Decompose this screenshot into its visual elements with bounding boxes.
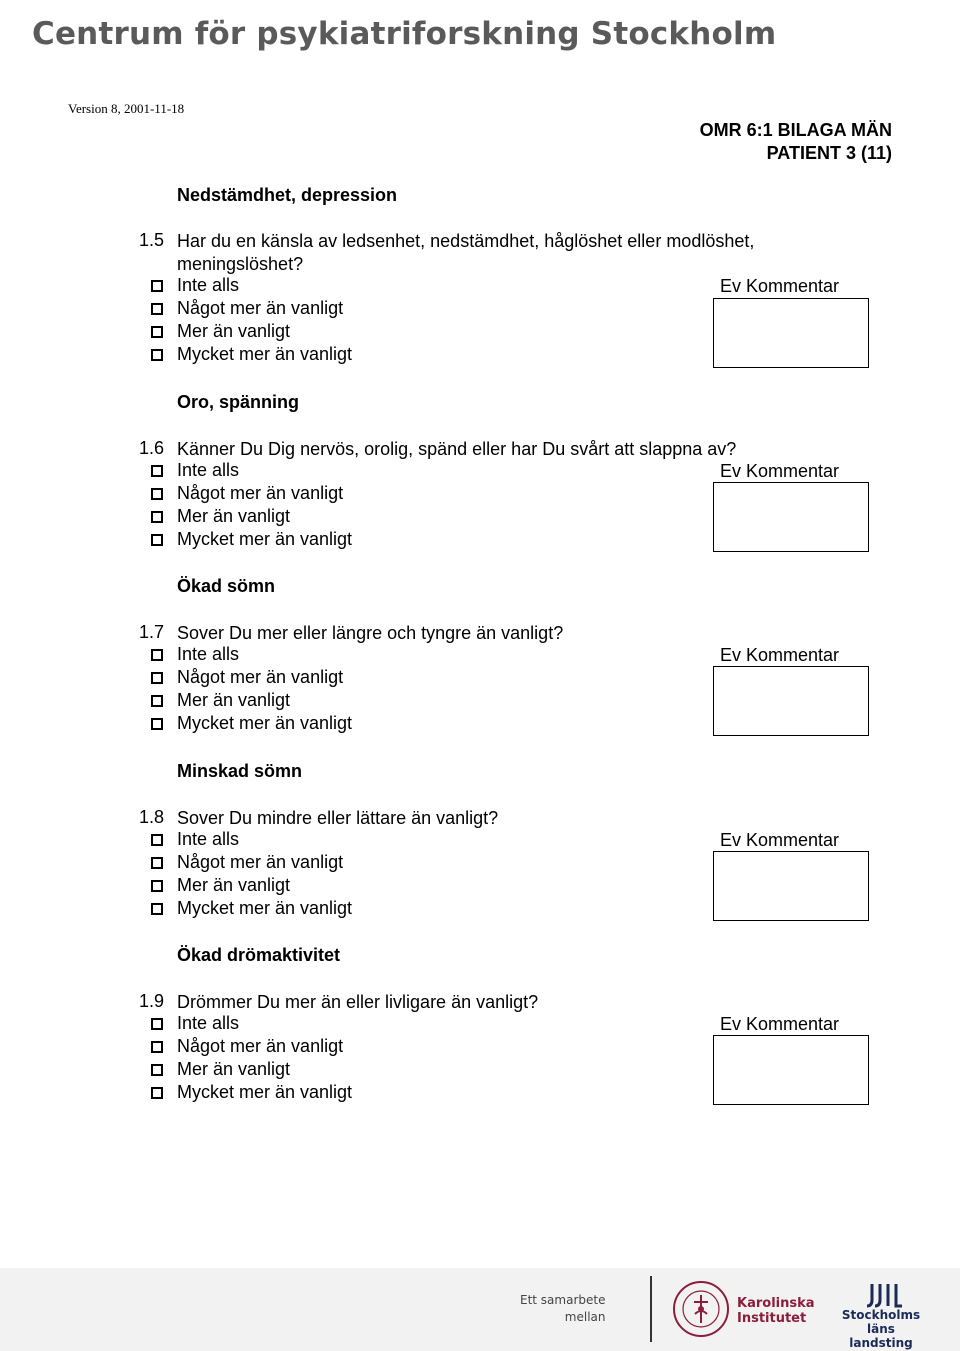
option-label: Något mer än vanligt [177, 1036, 344, 1056]
option-nagot-mer[interactable] [151, 297, 343, 320]
karolinska-seal-icon [672, 1280, 730, 1338]
page-footer [0, 1268, 960, 1351]
option-mycket-mer[interactable] [151, 897, 352, 920]
form-code [700, 119, 892, 165]
option-inte-alls[interactable] [151, 274, 239, 297]
option-label: Inte alls [177, 829, 240, 849]
question-text: Drömmer Du mer än eller livligare än vanligt? [177, 992, 539, 1012]
checkbox[interactable] [151, 1041, 163, 1053]
checkbox[interactable] [151, 1064, 163, 1076]
sll-logo-icon [866, 1282, 902, 1308]
collaboration-text [520, 1292, 605, 1326]
sll-logo-text [826, 1308, 936, 1350]
collaboration-line-2: mellan [564, 1310, 606, 1324]
section-heading: Nedstämdhet, depression [177, 185, 398, 205]
question-number: 1.8 [139, 807, 165, 827]
question-number: 1.5 [139, 230, 165, 250]
question-number: 1.9 [139, 991, 165, 1011]
option-label: Mer än vanligt [177, 506, 291, 526]
checkbox[interactable] [151, 326, 163, 338]
option-mer-an-vanligt[interactable] [151, 689, 290, 712]
option-nagot-mer[interactable] [151, 1035, 343, 1058]
option-label: Mer än vanligt [177, 875, 291, 895]
karolinska-line-1: Karolinska [737, 1296, 815, 1311]
option-label: Något mer än vanligt [177, 852, 344, 872]
comment-box[interactable] [713, 482, 869, 552]
checkbox[interactable] [151, 488, 163, 500]
sll-line-2: landsting [849, 1336, 913, 1350]
section-heading: Ökad drömaktivitet [177, 945, 341, 965]
comment-box[interactable] [713, 298, 869, 368]
option-label: Mer än vanligt [177, 1059, 291, 1079]
collaboration-line-1: Ett samarbete [520, 1293, 606, 1307]
checkbox[interactable] [151, 1087, 163, 1099]
question-text: Sover Du mindre eller lättare än vanligt? [177, 808, 499, 828]
footer-divider [650, 1276, 652, 1342]
option-label: Mycket mer än vanligt [177, 344, 353, 364]
question-number: 1.7 [139, 622, 165, 642]
option-nagot-mer[interactable] [151, 666, 343, 689]
comment-box[interactable] [713, 666, 869, 736]
org-title: Centrum för psykiatriforskning Stockholm [32, 16, 777, 52]
checkbox[interactable] [151, 511, 163, 523]
checkbox[interactable] [151, 1018, 163, 1030]
option-nagot-mer[interactable] [151, 851, 343, 874]
comment-box[interactable] [713, 851, 869, 921]
option-label: Inte alls [177, 1013, 240, 1033]
option-inte-alls[interactable] [151, 828, 239, 851]
section-heading: Ökad sömn [177, 576, 276, 596]
checkbox[interactable] [151, 534, 163, 546]
karolinska-logo-text [737, 1296, 815, 1326]
option-mycket-mer[interactable] [151, 712, 352, 735]
option-label: Mer än vanligt [177, 321, 291, 341]
option-label: Något mer än vanligt [177, 483, 344, 503]
question-text: Sover Du mer eller längre och tyngre än vanligt? [177, 623, 564, 643]
comment-label: Ev Kommentar [720, 1014, 840, 1034]
option-inte-alls[interactable] [151, 643, 239, 666]
comment-label: Ev Kommentar [720, 830, 840, 850]
question-text: Har du en känsla av ledsenhet, nedstämdhet, håglöshet eller modlöshet, meningslöshet? [177, 231, 755, 274]
option-inte-alls[interactable] [151, 1012, 239, 1035]
checkbox[interactable] [151, 465, 163, 477]
option-label: Inte alls [177, 460, 240, 480]
option-label: Mycket mer än vanligt [177, 1082, 353, 1102]
checkbox[interactable] [151, 880, 163, 892]
option-mycket-mer[interactable] [151, 343, 352, 366]
option-label: Mer än vanligt [177, 690, 291, 710]
option-inte-alls[interactable] [151, 459, 239, 482]
checkbox[interactable] [151, 649, 163, 661]
checkbox[interactable] [151, 280, 163, 292]
option-mer-an-vanligt[interactable] [151, 320, 290, 343]
checkbox[interactable] [151, 695, 163, 707]
option-label: Mycket mer än vanligt [177, 713, 353, 733]
comment-label: Ev Kommentar [720, 461, 840, 481]
section-heading: Oro, spänning [177, 392, 300, 412]
comment-label: Ev Kommentar [720, 645, 840, 665]
question-text: Känner Du Dig nervös, orolig, spänd eller har Du svårt att slappna av? [177, 439, 737, 459]
sll-line-1: Stockholms läns [841, 1308, 921, 1336]
option-nagot-mer[interactable] [151, 482, 343, 505]
checkbox[interactable] [151, 718, 163, 730]
form-code-line-2: PATIENT 3 (11) [766, 143, 892, 163]
option-label: Något mer än vanligt [177, 667, 344, 687]
option-mycket-mer[interactable] [151, 528, 352, 551]
form-code-line-1: OMR 6:1 BILAGA MÄN [699, 120, 892, 140]
karolinska-line-2: Institutet [737, 1311, 807, 1326]
section-heading: Minskad sömn [177, 761, 303, 781]
version-text: Version 8, 2001-11-18 [68, 101, 185, 116]
option-label: Inte alls [177, 644, 240, 664]
checkbox[interactable] [151, 857, 163, 869]
checkbox[interactable] [151, 903, 163, 915]
option-mer-an-vanligt[interactable] [151, 874, 290, 897]
checkbox[interactable] [151, 303, 163, 315]
option-label: Mycket mer än vanligt [177, 529, 353, 549]
comment-label: Ev Kommentar [720, 276, 840, 296]
checkbox[interactable] [151, 349, 163, 361]
option-mer-an-vanligt[interactable] [151, 505, 290, 528]
option-mer-an-vanligt[interactable] [151, 1058, 290, 1081]
option-label: Mycket mer än vanligt [177, 898, 353, 918]
checkbox[interactable] [151, 834, 163, 846]
comment-box[interactable] [713, 1035, 869, 1105]
checkbox[interactable] [151, 672, 163, 684]
option-label: Inte alls [177, 275, 240, 295]
option-label: Något mer än vanligt [177, 298, 344, 318]
option-mycket-mer[interactable] [151, 1081, 352, 1104]
question-number: 1.6 [139, 438, 165, 458]
